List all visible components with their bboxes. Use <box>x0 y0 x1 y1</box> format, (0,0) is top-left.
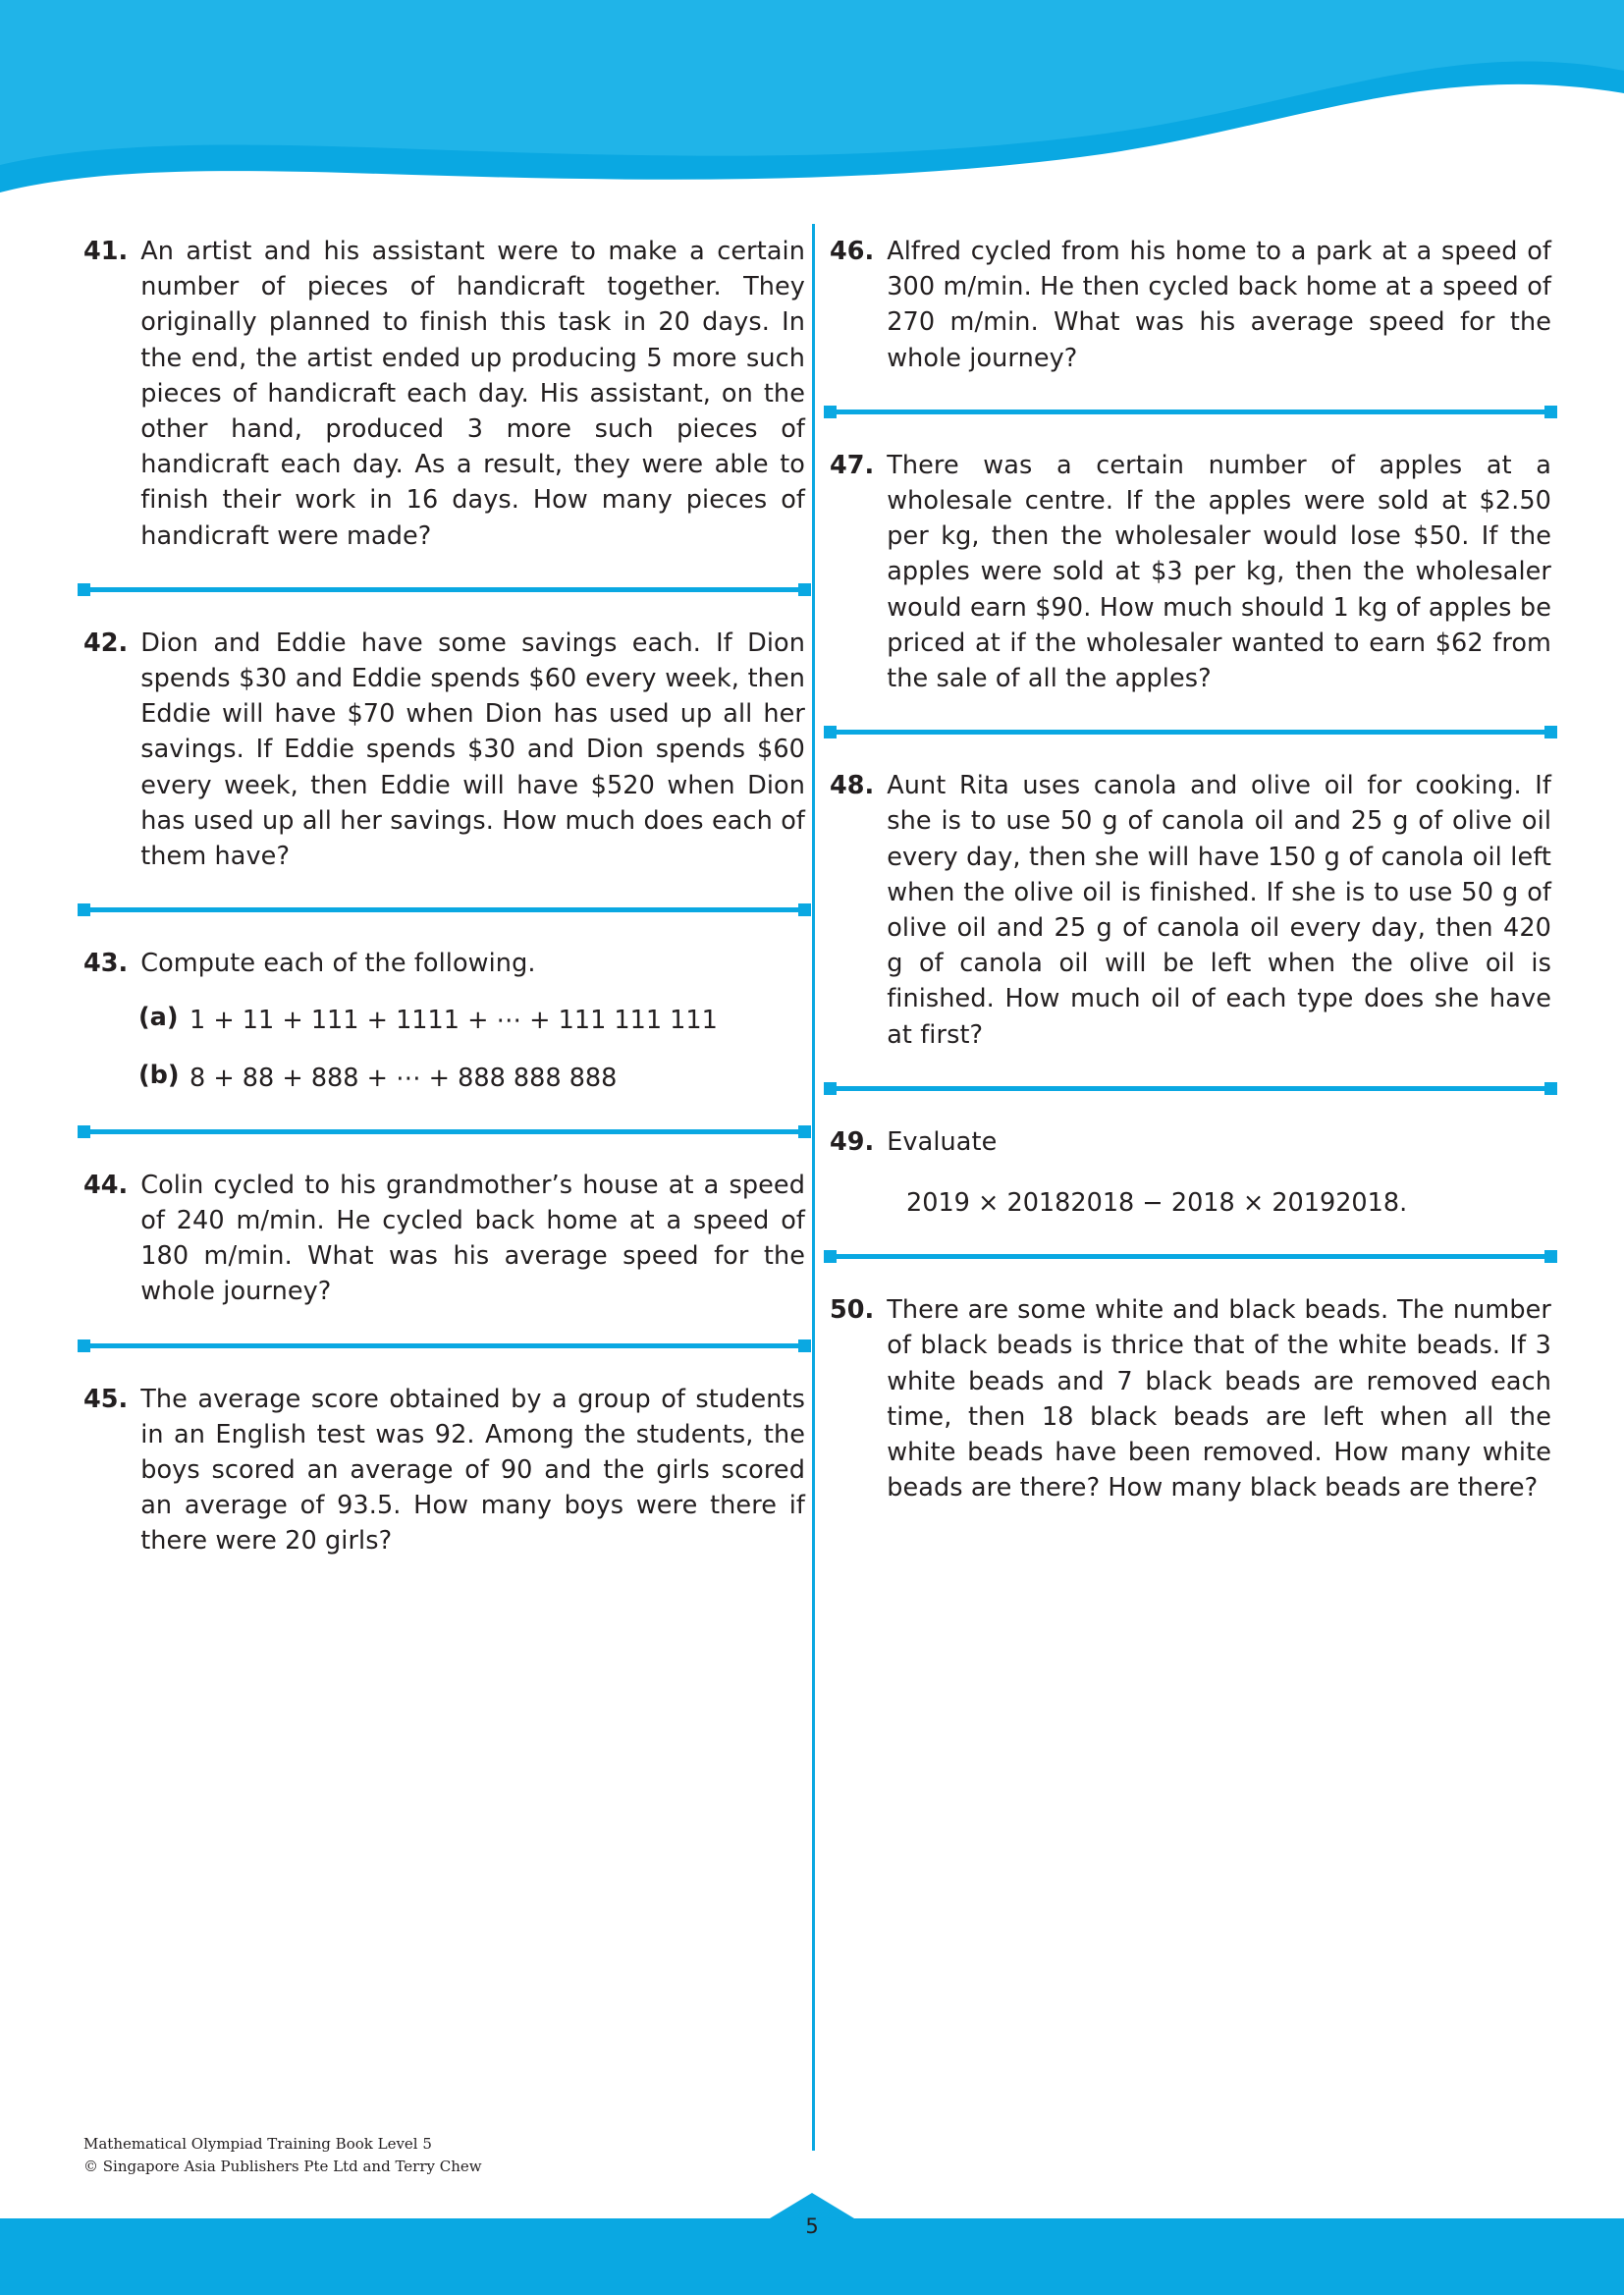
header-wave-decoration <box>0 0 1624 236</box>
problem-45 <box>83 1382 805 1559</box>
problem-text: Aunt Rita uses canola and olive oil for cooking. If she is to use 50 g of canola oil and 25 g of olive oil every day, then she will have 150 g of canola oil left when the olive oil is finished. If she is to use 50 g of olive oil and 25 g of canola oil every day, then 420 g of canola oil will be left when the olive oil is finished. How much oil of each type does she have at first? <box>887 771 1551 1050</box>
problem-separator <box>830 1086 1551 1091</box>
problem-43 <box>83 946 805 981</box>
problem-number: 49. <box>830 1126 875 1157</box>
problem-number: 45. <box>83 1384 129 1414</box>
problem-49-expression-row <box>830 1160 1551 1221</box>
footer-credit <box>83 2133 482 2177</box>
subpart-a <box>138 1003 805 1038</box>
problem-47 <box>830 448 1551 696</box>
problem-42 <box>83 626 805 874</box>
problem-44 <box>83 1168 805 1310</box>
problem-text: Dion and Eddie have some savings each. If Dion spends $30 and Eddie spends $60 every week, then Eddie will have $70 when Dion has used up all her savings. If Eddie spends $30 and Dion spends $60 every week, then Eddie will have $520 when Dion has used up all her savings. How much does each of them have? <box>140 628 805 872</box>
problem-number: 50. <box>830 1295 875 1326</box>
problem-text: The average score obtained by a group of students in an English test was 92. Among the students, the boys scored an average of 90 and the girls scored an average of 93.5. How many boys were there if there were 20 girls? <box>140 1384 805 1557</box>
problem-text: Evaluate <box>887 1126 998 1157</box>
problem-separator <box>83 1129 805 1134</box>
problem-number: 47. <box>830 450 875 480</box>
footer-title: Mathematical Olympiad Training Book Level 5 <box>83 2135 432 2153</box>
problem-49 <box>830 1124 1551 1160</box>
problem-separator <box>830 410 1551 414</box>
problem-number: 46. <box>830 237 875 266</box>
problem-separator <box>830 1254 1551 1259</box>
right-column <box>830 234 1551 1505</box>
problem-separator <box>830 730 1551 735</box>
problem-text: There are some white and black beads. The number of black beads is thrice that of the white beads. If 3 white beads and 7 black beads are removed each time, then 18 black beads are left when all the white beads have been removed. How many white beads are there? How many black beads are there? <box>887 1295 1551 1503</box>
problem-text: There was a certain number of apples at a wholesale centre. If the apples were sold at $2.50 per kg, then the wholesaler would lose $50. If the apples were sold at $3 per kg, then the wholesaler would earn $90. How much should 1 kg of apples be priced at if the wholesaler wanted to earn $62 from the sale of all the apples? <box>887 450 1551 694</box>
problem-text: Compute each of the following. <box>140 949 536 979</box>
problem-46 <box>830 234 1551 376</box>
problem-50 <box>830 1292 1551 1505</box>
subpart-text: 1 + 11 + 111 + 1111 + ⋯ + 111 111 111 <box>189 1006 718 1036</box>
column-divider <box>812 224 815 2151</box>
problem-separator <box>83 1343 805 1348</box>
problem-text: An artist and his assistant were to make a certain number of pieces of handicraft together. They originally planned to finish this task in 20 days. In the end, the artist ended up producing 5 more such pieces of handicraft each day. His assistant, on the other hand, produced 3 more such pieces of handicraft each day. As a result, they were able to finish their work in 16 days. How many pieces of handicraft were made? <box>140 237 805 551</box>
problem-48 <box>830 768 1551 1053</box>
problem-number: 43. <box>83 949 129 979</box>
subpart-label: (a) <box>138 1003 179 1033</box>
problem-text: Alfred cycled from his home to a park at a speed of 300 m/min. He then cycled back home at a speed of 270 m/min. What was his average speed for the whole journey? <box>887 237 1551 373</box>
page-number: 5 <box>805 2214 819 2238</box>
problem-number: 48. <box>830 771 875 801</box>
subpart-b <box>138 1061 805 1096</box>
footer-copyright: © Singapore Asia Publishers Pte Ltd and Terry Chew <box>83 2157 482 2175</box>
problem-separator <box>83 907 805 912</box>
problem-text: Colin cycled to his grandmother’s house at a speed of 240 m/min. He cycled back home at a speed of 180 m/min. What was his average speed for the whole journey? <box>140 1170 805 1307</box>
left-column <box>83 234 805 1559</box>
problem-separator <box>83 587 805 592</box>
subpart-text: 8 + 88 + 888 + ⋯ + 888 888 888 <box>189 1063 618 1093</box>
subpart-label: (b) <box>138 1060 180 1090</box>
problem-number: 41. <box>83 237 129 266</box>
problem-number: 42. <box>83 628 129 658</box>
problem-43-part-a <box>83 981 805 1095</box>
problem-41 <box>83 234 805 554</box>
problem-49-expression: 2019 × 20182018 − 2018 × 20192018. <box>906 1188 1408 1219</box>
problem-number: 44. <box>83 1170 129 1200</box>
